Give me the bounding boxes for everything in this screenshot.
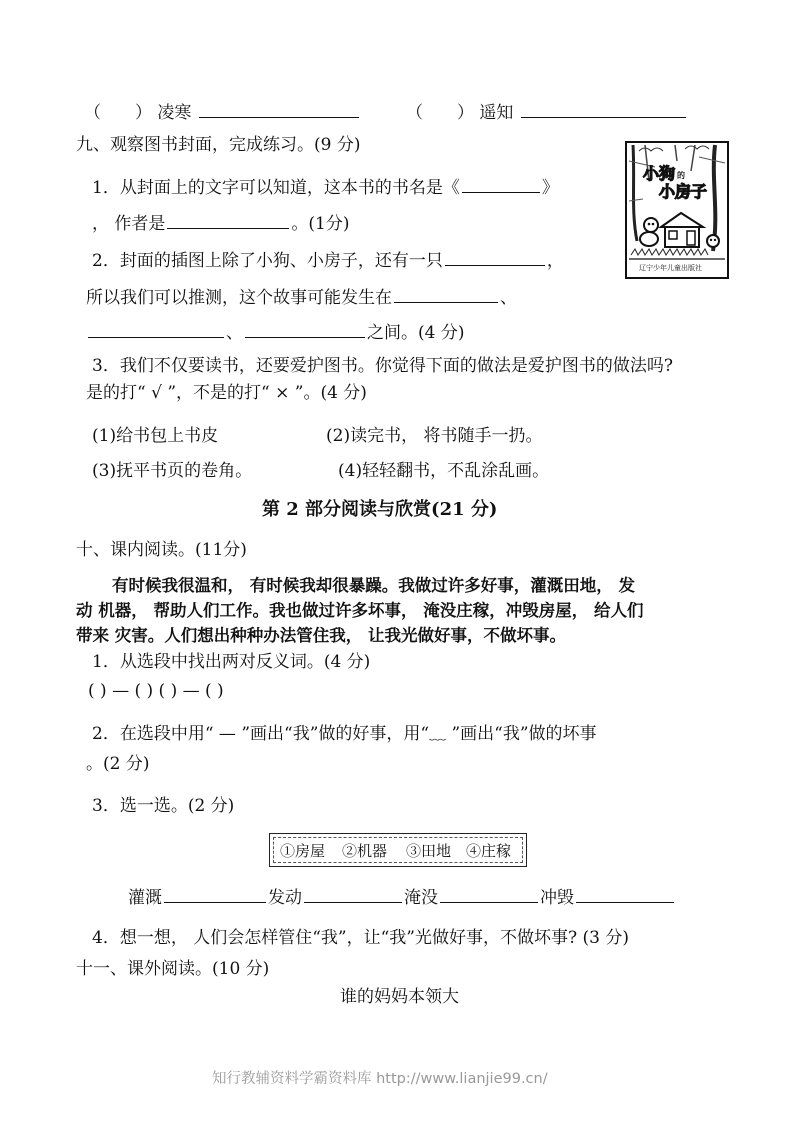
q10-s3-fill-row [128,885,676,909]
q10-s2-text-a: 2．在选段中用“ — ”画出“我”做的好事，用“ [92,724,430,744]
q9-s3-line2: 是的打“ √ ”，不是的打“ × ”。(4 分) [86,383,367,403]
q9-option-2: (2)读完书， 将书随手一扔。 [326,426,543,446]
passage-line-1: 有时候我很温和， 有时候我却很暴躁。我做过许多好事，灌溉田地， 发 [112,576,635,595]
place-blank-3[interactable] [245,320,365,338]
q9-title: 九、观察图书封面，完成练习。(9 分) [76,135,361,155]
options-box [269,833,527,867]
q9-s2-line [92,248,564,272]
wavy-line-symbol: ﹏ [429,724,447,744]
q10-s2-text-b: ”画出“我”做的坏事 [446,724,597,744]
fill-blank-4[interactable] [576,885,674,903]
author-blank[interactable] [167,211,289,229]
q9-option-4: (4)轻轻翻书，不乱涂乱画。 [338,461,550,481]
q10-s4: 4．想一想， 人们会怎样管住“我”，让“我”光做好事，不做坏事? (3 分) [92,928,629,948]
q10-s1: 1．从选段中找出两对反义词。(4 分) [92,652,371,672]
word: 凌寒 [157,103,192,123]
q9-s2-sep2: 、 [226,323,243,343]
q11-title: 十一、课外阅读。(10 分) [76,959,270,979]
q9-s2-line2 [86,285,517,309]
q9-s2-comma: ， [546,251,564,271]
place-blank-1[interactable] [394,285,498,303]
q8-item-1 [84,100,361,124]
option-3: ③田地 [406,842,452,860]
book-cover-image [625,141,729,279]
book-cover-drawing [625,141,729,279]
q9-s2-end: 之间。(4 分) [367,323,465,343]
place-blank-2[interactable] [88,320,224,338]
option-2: ②机器 [342,842,388,860]
q9-s2-text2: 所以我们可以推测，这个故事可能发生在 [86,288,392,308]
part2-heading: 第 2 部分阅读与欣赏(21 分) [262,499,498,520]
cover-title-small: 的 [677,170,685,180]
q9-option-1: (1)给书包上书皮 [92,426,219,446]
footer-watermark: 知行教辅资料学霸资料库 http://www.lianjie99.cn/ [212,1071,548,1087]
q9-s3-line1: 3．我们不仅要读书，还要爱护图书。你觉得下面的做法是爱护图书的做法吗? [92,356,673,376]
answer-blank[interactable] [521,100,686,118]
q9-s1-author-label: ， 作者是 [92,214,166,234]
story-title: 谁的妈妈本领大 [340,987,459,1007]
q10-s1-pairs[interactable]: ( ) — ( ) ( ) — ( ) [88,681,224,701]
fill-word-1: 灌溉 [128,888,162,908]
fill-word-2: 发动 [268,888,302,908]
q10-title: 十、课内阅读。(11分) [76,540,247,560]
q8-item-2 [406,100,688,124]
q10-s3: 3．选一选。(2 分) [92,796,235,816]
q9-option-3: (3)抚平书页的卷角。 [92,461,253,481]
answer-blank[interactable] [199,100,359,118]
option-1: ①房屋 [280,842,326,860]
cover-title-line2: 小房子 [659,182,708,201]
paren-blank[interactable]: （ ） [84,103,152,123]
fill-blank-2[interactable] [304,885,402,903]
q10-s2-line1 [92,725,597,745]
fill-word-3: 淹没 [404,888,438,908]
passage-line-3: 带来 灾害。人们想出种种办法管住我， 让我光做好事，不做坏事。 [76,626,566,645]
cover-title-line1: 小狗 [643,164,676,183]
book-title-blank[interactable] [462,175,540,193]
q9-s1-author-line [92,211,350,235]
paren-blank[interactable]: （ ） [406,103,474,123]
q9-s1-score: 。(1分) [291,214,350,234]
q9-s1-line [92,175,559,199]
q9-s1-text: 1．从封面上的文字可以知道，这本书的书名是《 [92,178,460,198]
option-4: ④庄稼 [466,842,512,860]
passage-line-2: 动 机器， 帮助人们工作。我也做过许多坏事， 淹没庄稼，冲毁房屋， 给人们 [76,601,644,620]
q10-s2-score: 。(2 分) [86,754,150,774]
q9-s2-text: 2．封面的插图上除了小狗、小房子，还有一只 [92,251,443,271]
q9-s1-close: 》 [541,178,559,198]
q9-s2-line3 [86,320,464,344]
fill-blank-1[interactable] [164,885,266,903]
fill-word-4: 冲毁 [540,888,574,908]
animal-blank[interactable] [445,248,545,266]
q9-s2-sep: 、 [500,288,517,308]
cover-publisher: 辽宁少年儿童出版社 [639,264,702,272]
fill-blank-3[interactable] [440,885,538,903]
word: 遥知 [479,103,514,123]
